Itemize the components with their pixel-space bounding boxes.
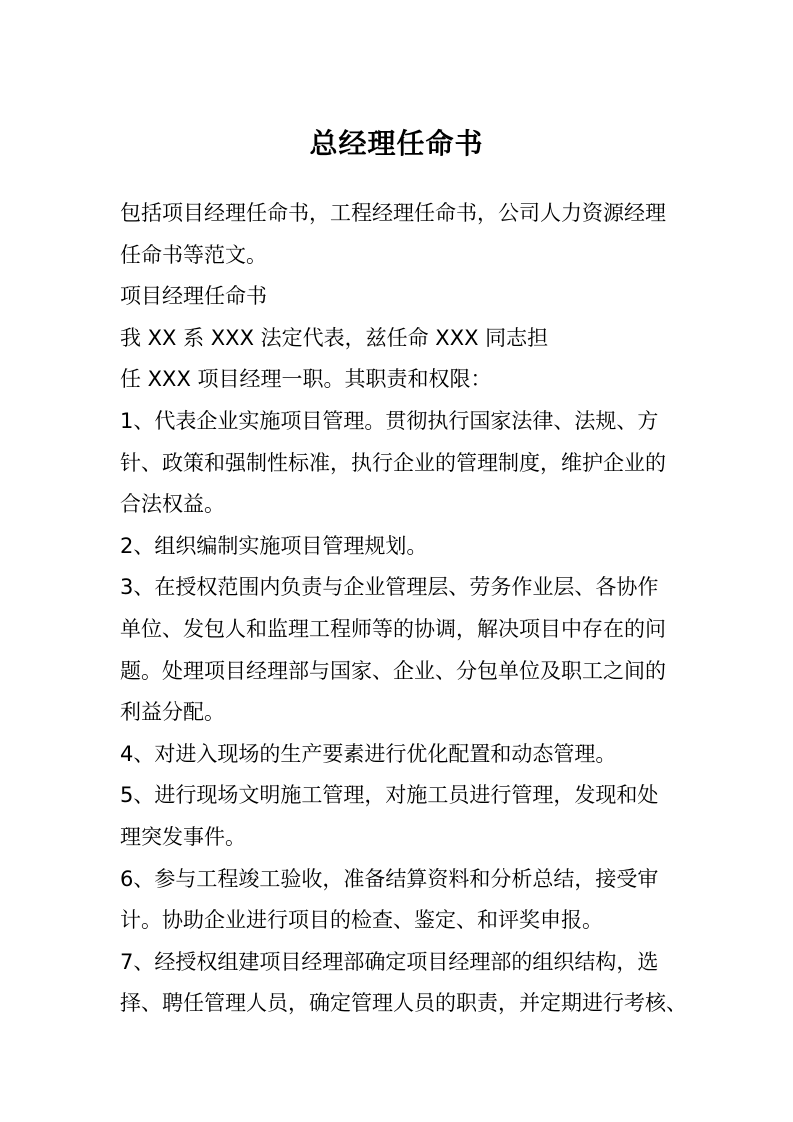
list-item-line: 5、进行现场文明施工管理，对施工员进行管理，发现和处 — [120, 783, 659, 808]
list-item-line: 题。处理项目经理部与国家、企业、分包单位及职工之间的 — [120, 658, 666, 683]
list-item-line: 3、在授权范围内负责与企业管理层、劳务作业层、各协作 — [120, 575, 659, 600]
list-item-line: 利益分配。 — [120, 700, 225, 725]
list-item-line: 6、参与工程竣工验收，准备结算资料和分析总结，接受审 — [120, 866, 659, 891]
list-item-line: 7、经授权组建项目经理部确定项目经理部的组织结构，选 — [120, 949, 659, 974]
text-line: 包括项目经理任命书，工程经理任命书，公司人力资源经理 — [120, 201, 666, 225]
list-item-line: 针、政策和强制性标准，执行企业的管理制度，维护企业的 — [120, 450, 666, 475]
list-item-line: 1、代表企业实施项目管理。贯彻执行国家法律、法规、方 — [120, 408, 659, 433]
list-item-line: 单位、发包人和监理工程师等的协调，解决项目中存在的问 — [120, 616, 666, 641]
list-item-line: 2、组织编制实施项目管理规划。 — [120, 533, 428, 558]
document-body — [120, 193, 686, 1025]
list-item-line: 4、对进入现场的生产要素进行优化配置和动态管理。 — [120, 741, 617, 766]
text-line: 任 XXX 项目经理一职。其职责和权限： — [120, 367, 492, 392]
list-item-line: 计。协助企业进行项目的检查、鉴定、和评奖申报。 — [120, 908, 603, 933]
list-item-line: 择、聘任管理人员，确定管理人员的职责，并定期进行考核、 — [120, 991, 687, 1016]
section-heading: 项目经理任命书 — [120, 284, 267, 309]
list-item-line: 合法权益。 — [120, 492, 225, 517]
list-item-line: 理突发事件。 — [120, 824, 246, 849]
document-title: 总经理任命书 — [309, 127, 484, 160]
text-line: 我 XX 系 XXX 法定代表，兹任命 XXX 同志担 — [120, 325, 549, 350]
text-line: 任命书等范文。 — [120, 242, 267, 267]
